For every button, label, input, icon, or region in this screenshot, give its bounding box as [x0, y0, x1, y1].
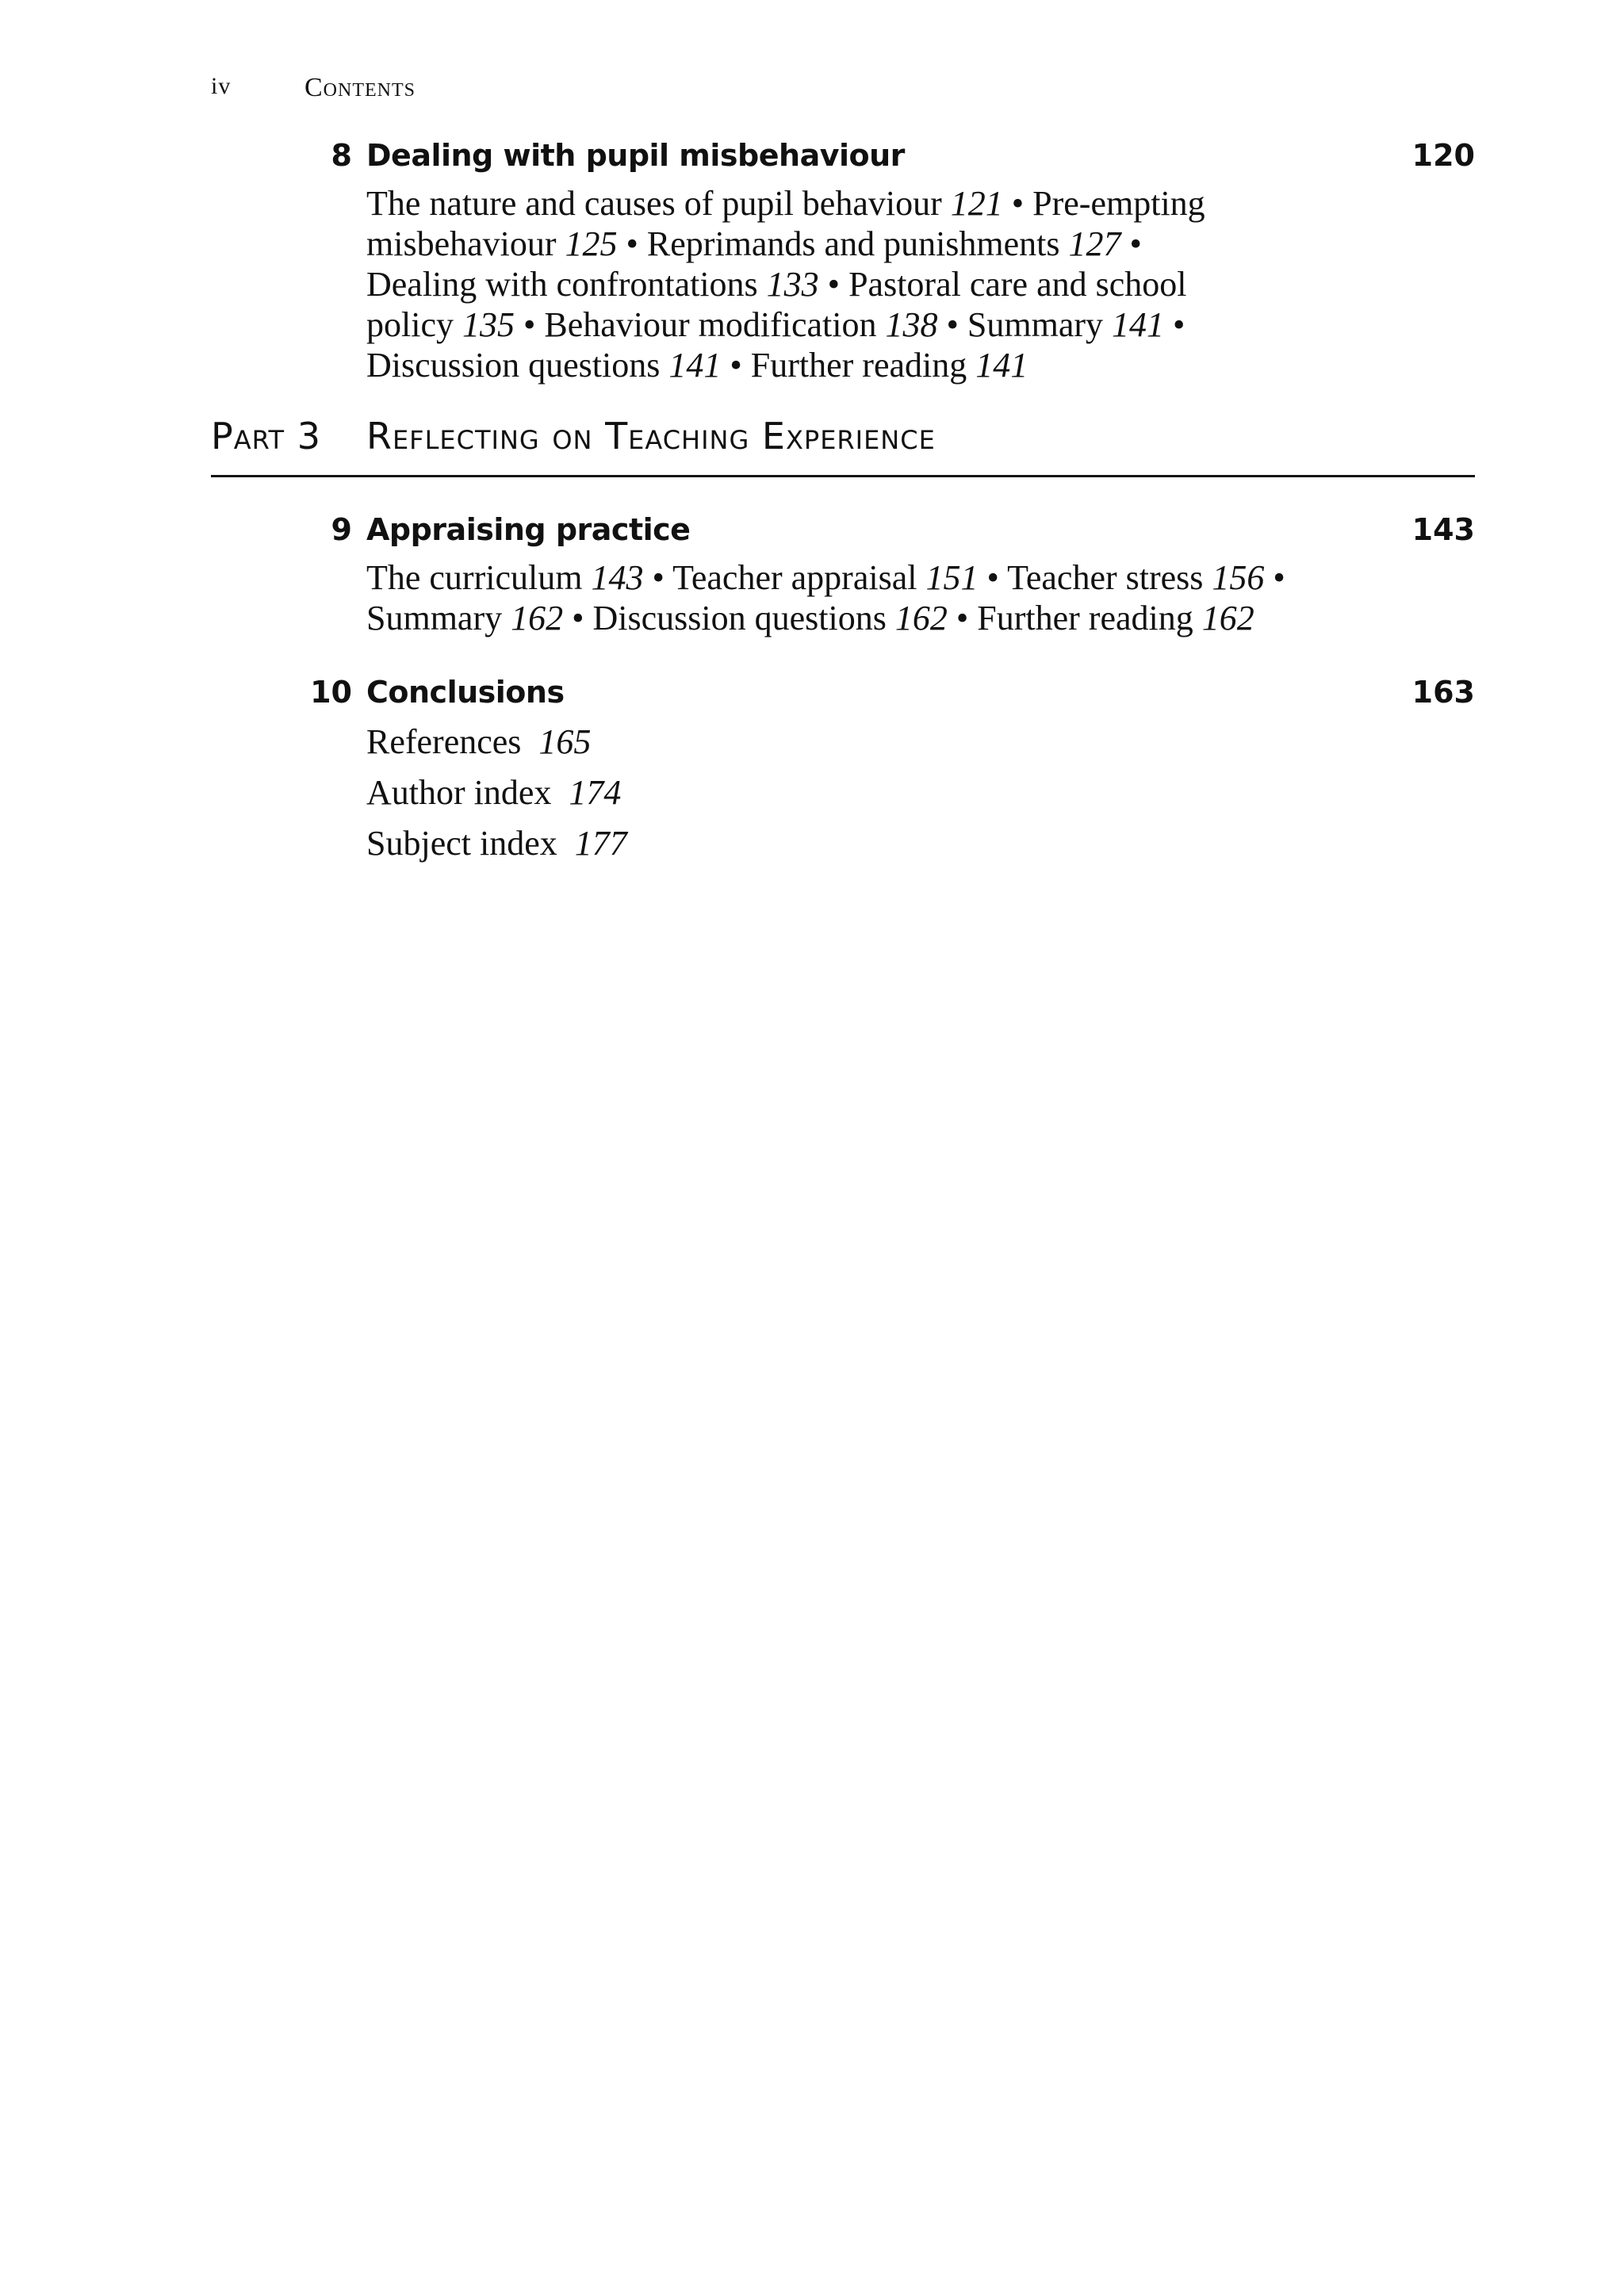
running-head-title: Contents [304, 73, 416, 102]
section-text: • Further reading [947, 599, 1202, 637]
section-page[interactable]: 143 [591, 558, 644, 597]
part-label: Part 3 [211, 415, 321, 457]
section-text: policy [366, 305, 462, 344]
backmatter-subject-index[interactable] [366, 823, 627, 863]
section-text: Dealing with confrontations [366, 265, 767, 304]
backmatter-label: Author index [366, 773, 552, 812]
section-line [366, 598, 1365, 638]
section-page[interactable]: 125 [565, 224, 618, 263]
chapter-page[interactable]: 120 [1411, 138, 1475, 173]
chapter-page[interactable]: 143 [1411, 512, 1475, 547]
part-title: Reflecting on Teaching Experience [366, 415, 936, 457]
section-text: • Further reading [721, 346, 976, 385]
section-line [366, 345, 1365, 385]
chapter-page[interactable]: 163 [1411, 675, 1475, 710]
section-line [366, 304, 1365, 345]
section-text: The curriculum [366, 558, 592, 597]
section-text: • Teacher stress [978, 558, 1212, 597]
section-text: • Pastoral care and school [818, 265, 1187, 304]
chapter-number: 10 [310, 675, 352, 710]
chapter-sections [366, 183, 1365, 385]
section-text: • Teacher appraisal [643, 558, 926, 597]
section-text: • [1120, 224, 1142, 263]
section-page[interactable]: 162 [1201, 599, 1254, 637]
chapter-title[interactable]: Conclusions [366, 675, 565, 710]
section-page[interactable]: 141 [1112, 305, 1165, 344]
section-page[interactable]: 141 [975, 346, 1028, 385]
section-line [366, 557, 1365, 598]
chapter-title[interactable]: Appraising practice [366, 512, 691, 547]
section-page[interactable]: 151 [925, 558, 979, 597]
section-page[interactable]: 127 [1068, 224, 1121, 263]
chapter-number: 8 [331, 138, 352, 173]
section-page[interactable]: 162 [894, 599, 948, 637]
backmatter-author-index[interactable] [366, 772, 621, 813]
page-folio: iv [211, 73, 232, 99]
chapter-number: 9 [331, 512, 352, 547]
section-text: • Summary [937, 305, 1113, 344]
section-page[interactable]: 138 [885, 305, 938, 344]
backmatter-references[interactable] [366, 722, 591, 762]
section-page[interactable]: 141 [668, 346, 722, 385]
section-line [366, 183, 1365, 224]
section-text: • [1264, 558, 1285, 597]
section-text: The nature and causes of pupil behaviour [366, 184, 951, 223]
backmatter-label: References [366, 722, 522, 761]
chapter-title[interactable]: Dealing with pupil misbehaviour [366, 138, 905, 173]
section-text: Discussion questions [366, 346, 669, 385]
backmatter-label: Subject index [366, 824, 557, 863]
backmatter-page: 177 [574, 824, 627, 863]
chapter-sections [366, 557, 1365, 638]
section-page[interactable]: 162 [511, 599, 564, 637]
section-text: misbehaviour [366, 224, 565, 263]
section-text: • Reprimands and punishments [617, 224, 1069, 263]
section-page[interactable]: 156 [1212, 558, 1265, 597]
section-text: • [1164, 305, 1185, 344]
section-page[interactable]: 121 [950, 184, 1003, 223]
backmatter-page: 165 [538, 722, 592, 761]
section-text: Summary [366, 599, 511, 637]
section-text: • Pre-empting [1002, 184, 1205, 223]
backmatter-page: 174 [569, 773, 622, 812]
section-line [366, 224, 1365, 264]
section-text: • Behaviour modification [514, 305, 886, 344]
section-line [366, 264, 1365, 304]
section-text: • Discussion questions [563, 599, 895, 637]
section-page[interactable]: 133 [766, 265, 819, 304]
part-heading [211, 415, 1475, 477]
section-page[interactable]: 135 [462, 305, 515, 344]
